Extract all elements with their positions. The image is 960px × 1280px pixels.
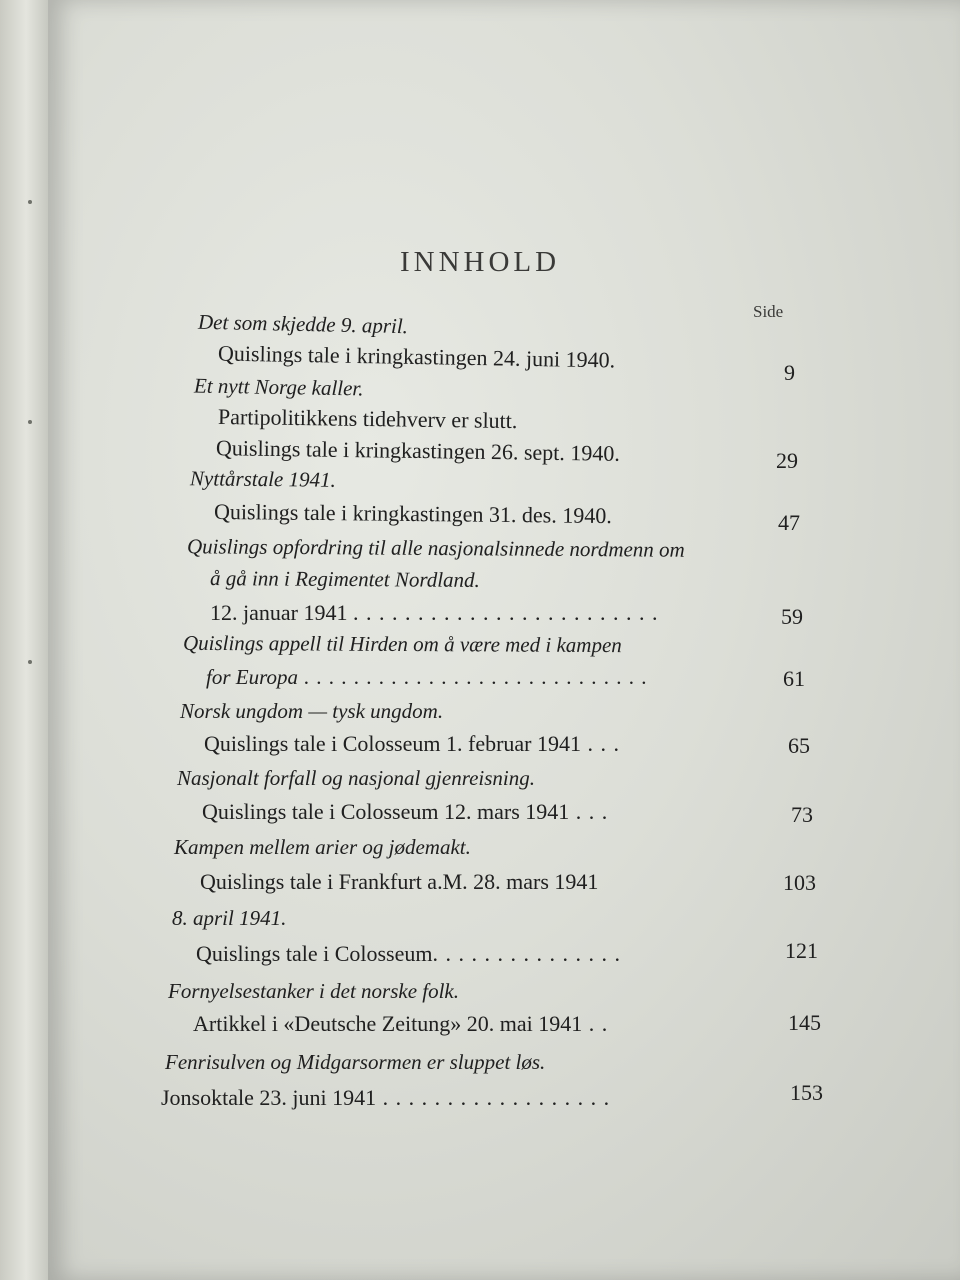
toc-page-number: 9: [784, 360, 795, 385]
toc-entry-title: Quislings opfordring til alle nasjonalsinnede nordmenn om: [186, 534, 685, 562]
toc-page-number: 61: [783, 666, 805, 691]
toc-entry-title: Nasjonalt forfall og nasjonal gjenreisning.: [177, 766, 535, 790]
toc-entry-title: Kampen mellem arier og jødemakt.: [174, 835, 471, 859]
toc-entry-title: Fenrisulven og Midgarsormen er sluppet løs.: [165, 1050, 546, 1074]
toc-page-number: 29: [776, 448, 798, 473]
toc-entry-subtitle: Partipolitikkens tidehverv er slutt.: [217, 403, 518, 434]
toc-entry-title: å gå inn i Regimentet Nordland.: [209, 566, 480, 592]
toc-entry-subtitle: Quislings tale i Colosseum 1. februar 1941 . . .: [204, 731, 621, 756]
toc-entry-subtitle: Quislings tale i kringkastingen 24. juni 1940.: [217, 340, 616, 373]
toc-entry-title: Quislings appell til Hirden om å være med i kampen: [182, 630, 622, 658]
toc-entry-subtitle: Quislings tale i Colosseum. . . . . . . . . . . . . . .: [196, 941, 621, 966]
binding-stitch: [28, 420, 32, 424]
toc-page-number: 103: [783, 870, 816, 895]
toc-entry-title: Et nytt Norge kaller.: [193, 373, 364, 401]
toc-page-number: 65: [788, 733, 810, 758]
toc-entry-title: for Europa . . . . . . . . . . . . . . . . . . . . . . . . . . . .: [206, 665, 648, 689]
toc-entry-subtitle: Jonsoktale 23. juni 1941 . . . . . . . . . . . . . . . . . .: [161, 1085, 611, 1110]
toc-page-number: 59: [781, 604, 803, 629]
toc-entry-subtitle: Quislings tale i Colosseum 12. mars 1941 . . .: [202, 799, 609, 824]
page-title: INNHOLD: [400, 246, 561, 278]
toc-entry-subtitle: Quislings tale i Frankfurt a.M. 28. mars 1941: [200, 869, 599, 894]
toc-page-number: 121: [785, 938, 818, 963]
binding-stitch: [28, 660, 32, 664]
toc-entry-title: Det som skjedde 9. april.: [197, 309, 409, 339]
toc-entry-title: Fornyelsestanker i det norske folk.: [168, 979, 460, 1003]
toc-entry-title: Norsk ungdom — tysk ungdom.: [180, 699, 444, 723]
toc-entry-title: 8. april 1941.: [172, 906, 287, 930]
toc-page-number: 73: [791, 802, 813, 827]
page-column-label: Side: [753, 302, 784, 321]
toc-entry-subtitle: Quislings tale i kringkastingen 31. des. 1940.: [213, 498, 612, 529]
toc-page-number: 145: [788, 1010, 821, 1035]
toc-entry-title: Nyttårstale 1941.: [189, 466, 336, 492]
toc-entry-subtitle: Artikkel i «Deutsche Zeitung» 20. mai 1941 . .: [193, 1011, 609, 1036]
binding-stitch: [28, 200, 32, 204]
toc-entry-subtitle: 12. januar 1941 . . . . . . . . . . . . . . . . . . . . . . . .: [210, 600, 659, 625]
toc-page-number: 47: [778, 510, 800, 535]
toc-entry-subtitle: Quislings tale i kringkastingen 26. sept. 1940.: [215, 435, 621, 466]
toc-page-number: 153: [790, 1080, 823, 1105]
